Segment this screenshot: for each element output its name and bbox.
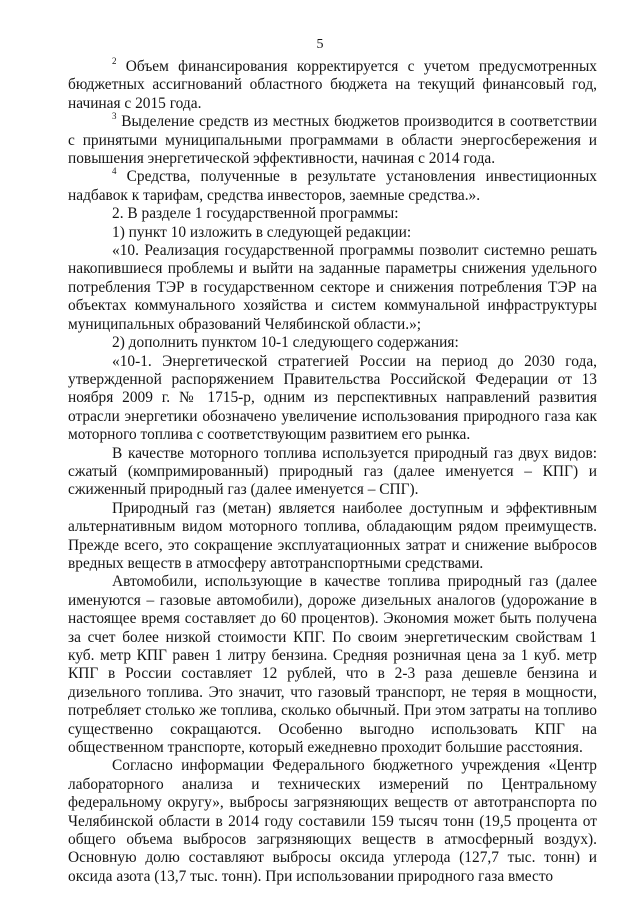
document-body [68, 55, 597, 886]
footnote-marker: 4 [112, 166, 117, 177]
paragraph: 2) дополнить пунктом 10-1 следующего содержания: [112, 334, 459, 352]
paragraph: 1) пункт 10 изложить в следующей редакции: [112, 223, 412, 241]
footnote-3 [68, 113, 597, 168]
footnote-text: Выделение средств из местных бюджетов производится в соответствии с принятыми муниципальными программами в области энергосбережения и повышения энергетической эффективности, начиная с 2014 года. [68, 113, 597, 168]
paragraph: 2. В разделе 1 государственной программы: [112, 205, 399, 223]
paragraph: Автомобили, использующие в качестве топлива природный газ (далее именуются – газовые автомобили), дороже дизельных аналогов (удорожание в настоящее время составляет до 60 процентов). Экономия может быть получена за счет более низкой стоимости КПГ. По своим энергетическим свойствам 1 куб. метр КПГ равен 1 литру бензина. Средняя розничная цена за 1 куб. метр КПГ в России составляет 12 рублей, что в 2-3 раза дешевле бензина и дизельного топлива. Это значит, что газовый транспорт, не теряя в мощности, потребляет столько же топлива, сколько обычный. При этом затраты на топливо существенно сокращаются. Особенно выгодно использовать КПГ на общественном транспорте, который ежедневно проходит большие расстояния. [68, 573, 597, 757]
footnote-marker: 2 [112, 55, 117, 66]
paragraph: Согласно информации Федерального бюджетного учреждения «Центр лабораторного анализа и технических измерений по Центральному федеральному округу», выбросы загрязняющих веществ от автотранспорта по Челябинской области в 2014 году составили 159 тысяч тонн (19,5 процента от общего объема выбросов загрязняющих веществ в атмосферный воздух). Основную долю составляют выбросы оксида углерода (127,7 тыс. тонн) и оксида азота (13,7 тыс. тонн). При использовании природного газа вместо [68, 757, 597, 885]
footnote-marker: 3 [112, 111, 117, 122]
footnote-text: Средства, полученные в результате установления инвестиционных надбавок к тарифам, средства инвесторов, заемные средства.». [68, 168, 597, 204]
paragraph: Природный газ (метан) является наиболее доступным и эффективным альтернативным видом моторного топлива, обладающим рядом преимуществ. Прежде всего, это сокращение эксплуатационных затрат и снижение выбросов вредных веществ в атмосферу автотранспортными средствами. [68, 499, 597, 572]
paragraph: В качестве моторного топлива используется природный газ двух видов: сжатый (компримированный) природный газ (далее именуется – КПГ) и сжиженный природный газ (далее именуется – СПГ). [68, 444, 597, 499]
footnote-4 [68, 168, 597, 205]
paragraph: «10. Реализация государственной программы позволит системно решать накопившиеся проблемы и выйти на заданные параметры снижения удельного потребления ТЭР в государственном секторе и снижения потребления ТЭР на объектах коммунального хозяйства и систем коммунальной инфраструктуры муниципальных образований Челябинской области.»; [68, 242, 597, 333]
paragraph: «10-1. Энергетической стратегией России на период до 2030 года, утвержденной распоряжением Правительства Российской Федерации от 13 ноября 2009 г. № 1715-р, одним из перспективных направлений развития отрасли энергетики обозначено увеличение использования природного газа как моторного топлива с соответствующим развитием его рынка. [68, 352, 597, 444]
footnote-text: Объем финансирования корректируется с учетом предусмотренных бюджетных ассигнований областного бюджета на текущий финансовый год, начиная с 2015 года. [68, 58, 597, 112]
page-number: 5 [316, 37, 324, 52]
footnote-2 [68, 55, 597, 113]
